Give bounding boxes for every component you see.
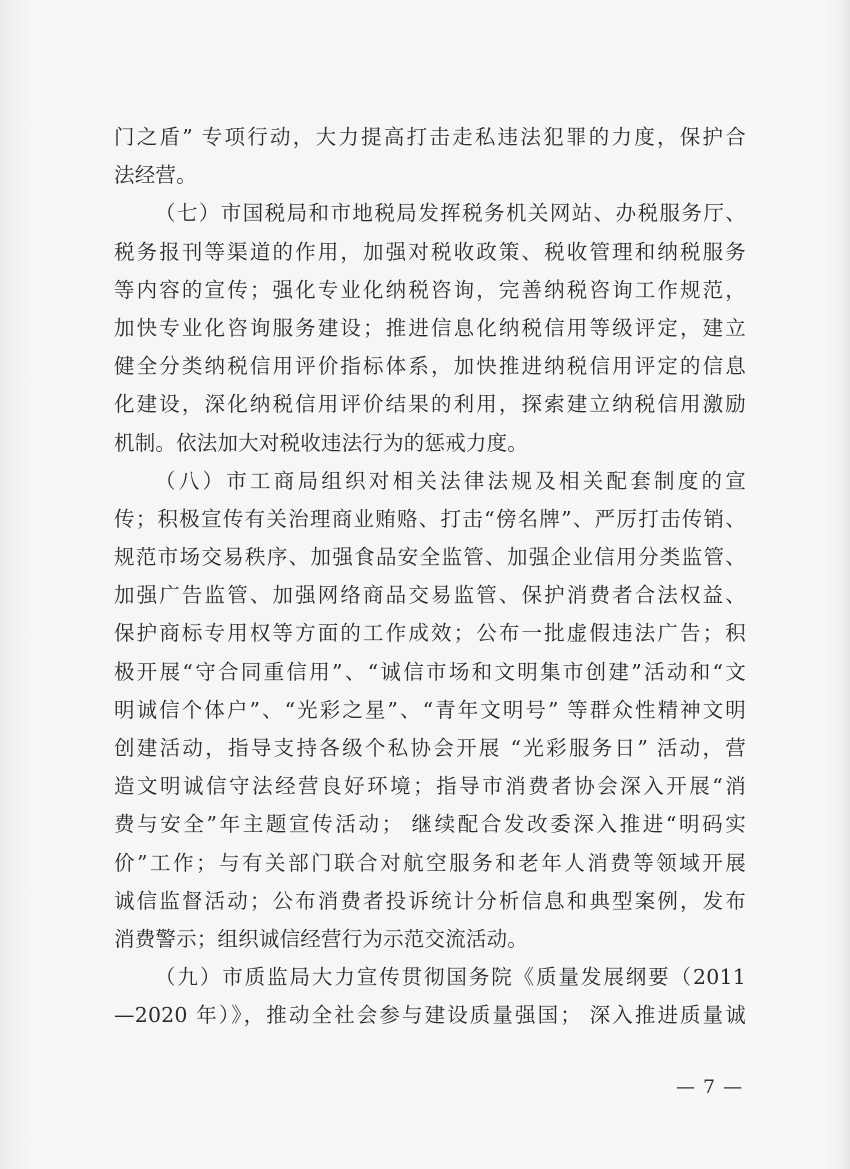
text-line: 等内容的宣传；强化专业化纳税咨询，完善纳税咨询工作规范， [114,277,746,302]
text-line: 门之盾” 专项行动，大力提高打击走私违法犯罪的力度，保护合 [114,125,746,149]
paragraph-start-line: （八）市工商局组织对相关法律法规及相关配套制度的宣 [155,468,746,493]
body-text [114,118,746,1035]
text-line: —2020 年）》，推动全社会参与建设质量强国； 深入推进质量诚 [114,1003,746,1028]
text-line: 明诚信个体户”、“光彩之星”、“青年文明号” 等群众性精神文明 [114,697,746,722]
text-line: 创建活动，指导支持各级个私协会开展 “光彩服务日” 活动，营 [114,736,746,760]
text-line: 化建设，深化纳税信用评价结果的利用，探索建立纳税信用激励 [114,392,746,417]
text-line: 传；积极宣传有关治理商业贿赂、打击“傍名牌”、严厉打击传销、 [114,506,746,531]
page-number: — 7 — [676,1076,744,1098]
text-line: 健全分类纳税信用评价指标体系，加快推进纳税信用评定的信息 [114,354,746,379]
text-line: 诚信监督活动；公布消费者投诉统计分析信息和典型案例，发布 [114,888,746,913]
text-line: 造文明诚信守法经营良好环境；指导市消费者协会深入开展“消 [114,774,746,799]
scan-edge-shadow [840,0,850,1169]
paragraph-start-line: （九）市质监局大力宣传贯彻国务院《质量发展纲要（2011 [155,965,746,990]
text-line: 规范市场交易秩序、加强食品安全监管、加强企业信用分类监管、 [114,545,746,570]
text-line: 加快专业化咨询服务建设；推进信息化纳税信用等级评定，建立 [114,315,746,340]
text-line: 机制。依法加大对税收违法行为的惩戒力度。 [114,430,528,455]
text-line: 保护商标专用权等方面的工作成效；公布一批虚假违法广告；积 [114,621,746,646]
paragraph-start-line: （七）市国税局和市地税局发挥税务机关网站、办税服务厅、 [155,201,746,226]
text-line: 加强广告监管、加强网络商品交易监管、保护消费者合法权益、 [114,583,746,608]
text-line: 消费警示；组织诚信经营行为示范交流活动。 [114,926,528,951]
text-line: 税务报刊等渠道的作用，加强对税收政策、税收管理和纳税服务 [114,239,746,264]
text-line: 法经营。 [114,163,197,188]
text-line: 价”工作；与有关部门联合对航空服务和老年人消费等领域开展 [114,850,746,875]
text-line: 费与安全”年主题宣传活动； 继续配合发改委深入推进“明码实 [114,812,746,837]
text-line: 极开展“守合同重信用”、“诚信市场和文明集市创建”活动和“文 [114,659,746,684]
